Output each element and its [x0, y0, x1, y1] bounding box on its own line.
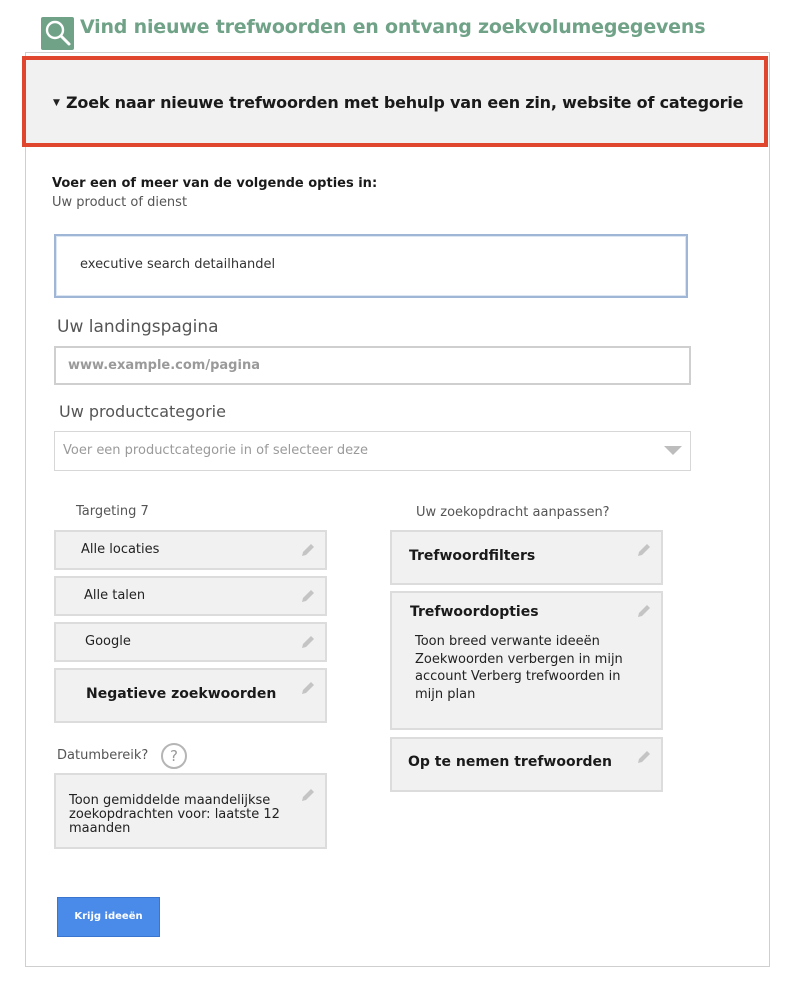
section-header[interactable]	[22, 56, 768, 147]
negative-keywords-label: Negatieve zoekwoorden	[86, 686, 277, 702]
landing-input-placeholder: www.example.com/pagina	[68, 358, 260, 373]
product-input-value: executive search detailhandel	[80, 257, 276, 272]
daterange-label: Datumbereik?	[57, 748, 149, 763]
keywords-to-include-title: Op te nemen trefwoorden	[408, 754, 612, 770]
edit-pencil-icon[interactable]	[634, 540, 654, 560]
customize-label: Uw zoekopdracht aanpassen?	[416, 505, 610, 520]
edit-pencil-icon[interactable]	[298, 785, 318, 805]
edit-pencil-icon[interactable]	[298, 678, 318, 698]
keyword-options-text: Toon breed verwante ideeën Zoekwoorden verbergen in mijn account Verberg trefwoorden in mijn plan	[415, 634, 623, 702]
targeting-languages[interactable]	[54, 576, 327, 616]
intro-label: Voer een of meer van de volgende opties in:	[52, 176, 378, 191]
edit-pencil-icon[interactable]	[634, 601, 654, 621]
help-icon[interactable]: ?	[161, 743, 187, 769]
section-header-label: Zoek naar nieuwe trefwoorden met behulp van een zin, website of categorie	[66, 93, 744, 112]
targeting-label: Targeting 7	[76, 504, 149, 519]
keyword-options[interactable]	[390, 591, 663, 730]
chevron-down-icon[interactable]	[664, 446, 682, 455]
keywords-to-include[interactable]	[390, 737, 663, 792]
targeting-negative-keywords[interactable]	[54, 668, 327, 723]
product-label: Uw product of dienst	[52, 195, 188, 210]
edit-pencil-icon[interactable]	[298, 632, 318, 652]
category-placeholder: Voer een productcategorie in of selecteer deze	[63, 443, 368, 458]
landing-input[interactable]	[54, 346, 691, 385]
product-input[interactable]	[54, 234, 688, 298]
targeting-locations[interactable]	[54, 530, 327, 570]
targeting-languages-label: Alle talen	[84, 588, 146, 603]
edit-pencil-icon[interactable]	[634, 747, 654, 767]
expand-caret-icon: ▼	[53, 98, 60, 108]
get-ideas-button[interactable]: Krijg ideeën	[57, 897, 160, 937]
page-title: Vind nieuwe trefwoorden en ontvang zoekvolumegegevens	[80, 16, 706, 38]
keyword-filters[interactable]	[390, 530, 663, 585]
targeting-locations-label: Alle locaties	[81, 542, 160, 557]
landing-label: Uw landingspagina	[57, 317, 219, 337]
keyword-filters-title: Trefwoordfilters	[409, 548, 536, 564]
edit-pencil-icon[interactable]	[298, 540, 318, 560]
edit-pencil-icon[interactable]	[298, 586, 318, 606]
search-icon	[41, 17, 74, 50]
keyword-options-title: Trefwoordopties	[410, 604, 539, 620]
targeting-network-label: Google	[85, 634, 131, 649]
daterange-text: Toon gemiddelde maandelijkse zoekopdrachten voor: laatste 12 maanden	[69, 793, 280, 836]
category-select[interactable]	[54, 431, 691, 471]
daterange-card[interactable]	[54, 773, 327, 849]
targeting-network[interactable]	[54, 622, 327, 662]
category-label: Uw productcategorie	[59, 402, 226, 421]
